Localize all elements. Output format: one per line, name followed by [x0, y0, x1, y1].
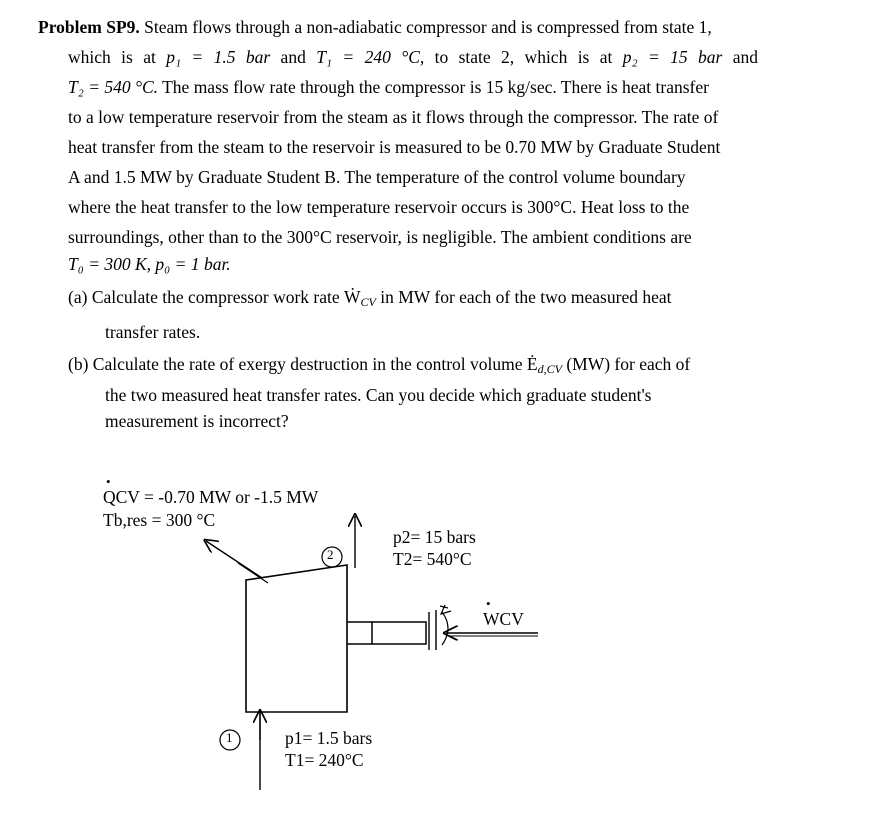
part-a-subscript: CV: [360, 295, 376, 309]
work-label: [483, 609, 524, 630]
rotation-symbol: [429, 610, 436, 650]
heat-arrow: [206, 541, 262, 578]
compressor-shaft: [372, 622, 426, 644]
heat-rate-text: • QCV = -0.70 MW or -1.5 MW: [103, 487, 318, 508]
part-b-text: (MW) for each of: [566, 354, 691, 374]
state-2-marker: 2: [327, 547, 334, 562]
temperature-1: T₁ = 240 °C,: [316, 47, 425, 67]
part-b-text: the two measured heat transfer rates. Can you decide which graduate student's: [105, 385, 652, 405]
temperature-2: T₂ = 540 °C.: [68, 77, 159, 97]
part-b-label: (b): [68, 354, 89, 374]
work-text: • WCV: [483, 609, 524, 630]
problem-text: to state 2, which is at: [434, 47, 613, 67]
problem-text: and: [280, 47, 306, 67]
part-b-text: Calculate the rate of exergy destruction in the control volume Ė: [92, 354, 538, 374]
problem-text: and: [732, 47, 759, 67]
state-2-pressure: p2= 15 bars: [393, 527, 476, 547]
problem-title: Problem SP9.: [38, 17, 140, 37]
pressure-1: p₁ = 1.5 bar: [166, 47, 271, 67]
problem-line-8: surroundings, other than to the 300°C reservoir, is negligible. The ambient conditions are: [68, 227, 692, 247]
problem-line-5: heat transfer from the steam to the reservoir is measured to be 0.70 MW by Graduate Student: [68, 137, 721, 157]
part-a-label: (a): [68, 287, 88, 307]
heat-rate-label: [103, 487, 318, 508]
problem-line-4: to a low temperature reservoir from the steam as it flows through the compressor. The rate of: [68, 107, 719, 127]
state-1-temperature: T1= 240°C: [285, 750, 364, 770]
ambient-conditions: T₀ = 300 K, p₀ = 1 bar.: [68, 254, 231, 274]
boundary-temp-label: Tb,res = 300 °C: [103, 510, 216, 530]
part-a-text: transfer rates.: [105, 322, 201, 342]
part-a-text: Calculate the compressor work rate Ẇ: [91, 287, 361, 307]
problem-text: The mass flow rate through the compressor is 15 kg/sec. There is heat transfer: [162, 77, 709, 97]
pressure-2: p₂ = 15 bar: [622, 47, 723, 67]
problem-text: Steam flows through a non-adiabatic compressor and is compressed from state 1,: [144, 17, 712, 37]
problem-text: which is at: [68, 47, 156, 67]
state-2-temperature: T2= 540°C: [393, 549, 472, 569]
state-1-pressure: p1= 1.5 bars: [285, 728, 373, 748]
part-b-text: measurement is incorrect?: [105, 411, 289, 431]
problem-line-6: A and 1.5 MW by Graduate Student B. The temperature of the control volume boundary: [68, 167, 686, 187]
part-b-subscript: d,CV: [537, 362, 562, 376]
state-1-marker: 1: [226, 730, 233, 745]
problem-line-7: where the heat transfer to the low temperature reservoir occurs is 300°C. Heat loss to the: [68, 197, 690, 217]
compressor-body: [246, 565, 347, 712]
part-a-text: in MW for each of the two measured heat: [380, 287, 672, 307]
